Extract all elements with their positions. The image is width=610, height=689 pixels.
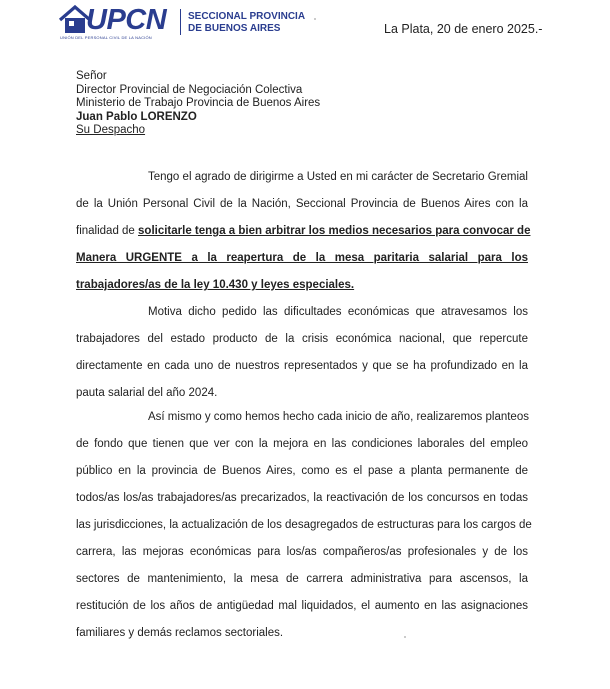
seccional-label	[188, 11, 305, 35]
paragraph-line: Así mismo y como hemos hecho cada inicio de año, realizaremos planteos	[148, 411, 529, 423]
salutation: Señor	[76, 70, 107, 82]
scan-speck	[404, 636, 406, 638]
logo-tagline: UNIÓN DEL PERSONAL CIVIL DE LA NACIÓN	[60, 35, 152, 40]
paragraph-line: Motiva dicho pedido las dificultades económicas que atravesamos los	[148, 306, 528, 318]
paragraph-line: directamente en cada uno de nuestros representados y que se ha profundizado en la	[76, 360, 528, 372]
addressee-position: Director Provincial de Negociación Colectiva	[76, 83, 303, 96]
paragraph-1	[76, 164, 531, 299]
addressee-ministry: Ministerio de Trabajo Provincia de Buenos Aires	[76, 97, 321, 109]
upcn-logo	[58, 4, 176, 40]
addressee-block	[76, 70, 320, 138]
paragraph-fragment: finalidad de	[76, 225, 139, 237]
paragraph-line: pauta salarial del año 2024.	[76, 387, 218, 399]
letterhead-divider	[180, 9, 181, 35]
paragraph-3	[76, 404, 532, 647]
seccional-line-2: DE BUENOS AIRES	[188, 23, 281, 34]
paragraph-line: las jurisdicciones, la actualización de los desagregados de estructuras para los cargos de	[76, 519, 532, 531]
paragraph-line: todos/as los/as trabajadores/as precarizados, la reactivación de los concursos en todas	[76, 492, 528, 504]
letter-date: La Plata, 20 de enero 2025.-	[384, 22, 543, 36]
paragraph-emphasis-line: Manera URGENTE a la reapertura de la mesa paritaria salarial para los	[76, 252, 528, 264]
paragraph-emphasis-line: trabajadores/as de la ley 10.430 y leyes especiales.	[76, 279, 355, 291]
paragraph-line: de fondo que tienen que ver con la mejora en las condiciones laborales del empleo	[76, 438, 528, 450]
addressee-closing: Su Despacho	[76, 124, 146, 136]
paragraph-line: restitución de los años de antigüedad mal liquidados, el aumento en las asignaciones	[76, 600, 528, 612]
scan-speck	[314, 18, 316, 20]
paragraph-2	[76, 299, 528, 407]
paragraph-line	[76, 218, 531, 245]
paragraph-line: carrera, las mejoras económicas para los/as compañeros/as profesionales y de los	[76, 546, 528, 558]
addressee-name: Juan Pablo LORENZO	[76, 110, 197, 123]
paragraph-line: sectores de mantenimiento, la mesa de carrera administrativa para ascensos, la	[76, 573, 528, 585]
paragraph-emphasis: solicitarle tenga a bien arbitrar los medios necesarios para convocar de	[138, 225, 531, 237]
paragraph-line: de la Unión Personal Civil de la Nación, Seccional Provincia de Buenos Aires con la	[76, 198, 528, 210]
seccional-line-1: SECCIONAL PROVINCIA	[188, 11, 306, 22]
paragraph-line: Tengo el agrado de dirigirme a Usted en mi carácter de Secretario Gremial	[148, 171, 528, 183]
paragraph-line: trabajadores del estado producto de la crisis económica nacional, que repercute	[76, 333, 528, 345]
paragraph-line: familiares y demás reclamos sectoriales.	[76, 627, 284, 639]
logo-wordmark: UPCN	[86, 4, 167, 36]
paragraph-line: público en la provincia de Buenos Aires, como es el pase a planta permanente de	[76, 465, 528, 477]
